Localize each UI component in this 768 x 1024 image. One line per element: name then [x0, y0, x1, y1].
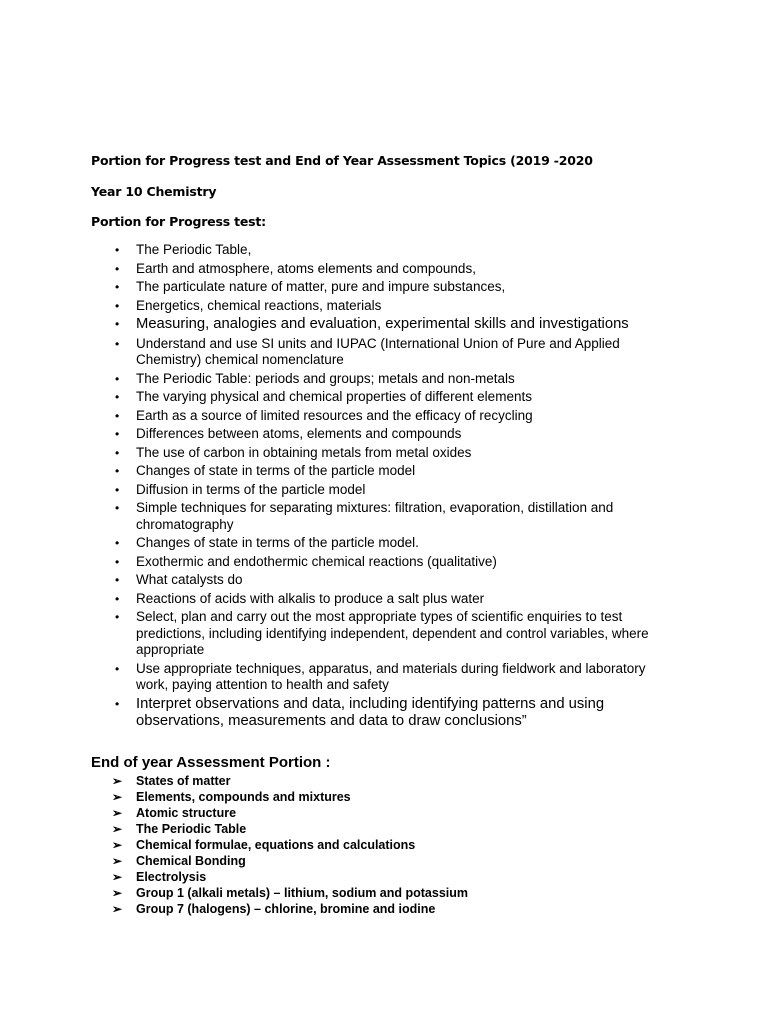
list-item — [0, 885, 468, 901]
list-item — [0, 821, 468, 837]
list-item — [0, 316, 768, 334]
list-item-text: Simple techniques for separating mixtures: filtration, evaporation, distillation and chromatography — [136, 500, 614, 532]
bullet-icon: • — [115, 696, 120, 711]
bullet-icon: • — [115, 591, 120, 606]
bullet-icon: • — [115, 408, 120, 423]
list-item — [0, 535, 768, 552]
list-item-text: The Periodic Table, — [136, 242, 252, 257]
bullet-icon: • — [115, 390, 120, 404]
list-item — [0, 500, 768, 533]
document-title: Portion for Progress test and End of Year Assessment Topics (2019 -2020 — [91, 153, 593, 168]
list-item-text: Use appropriate techniques, apparatus, and materials during fieldwork and laboratory work, paying attention to health and safety — [136, 660, 646, 692]
year-subject-heading: Year 10 Chemistry — [91, 184, 217, 199]
list-item — [0, 408, 768, 425]
progress-topics-list — [0, 242, 768, 733]
list-item-text: Select, plan and carry out the most appropriate types of scientific enquiries to test predictions, including identifying independent, dependent and control variables, where appropriate — [136, 609, 649, 657]
bullet-icon: • — [115, 317, 120, 331]
list-item-text: Changes of state in terms of the particle model. — [136, 535, 419, 550]
bullet-icon: • — [115, 464, 120, 478]
list-item-text: Measuring, analogies and evaluation, experimental skills and investigations — [136, 316, 629, 332]
list-item-text: Interpret observations and data, including identifying patterns and using observations, measurements and data to draw conclusions” — [136, 695, 605, 729]
arrow-bullet-icon: ➢ — [112, 774, 123, 788]
list-item-text: Exothermic and endothermic chemical reactions (qualitative) — [136, 553, 497, 569]
list-item-text: The use of carbon in obtaining metals from metal oxides — [136, 444, 472, 460]
list-item — [0, 901, 468, 917]
list-item — [0, 554, 768, 571]
list-item-text: Chemical formulae, equations and calculations — [136, 838, 416, 852]
list-item — [0, 869, 468, 885]
list-item-text: Differences between atoms, elements and compounds — [136, 426, 462, 441]
list-item — [0, 773, 468, 789]
bullet-icon: • — [115, 482, 120, 497]
arrow-bullet-icon: ➢ — [112, 902, 123, 916]
bullet-icon: • — [115, 536, 120, 550]
bullet-icon: • — [115, 371, 120, 386]
list-item-text: Changes of state in terms of the particle model — [136, 463, 416, 478]
list-item-text: Group 7 (halogens) – chlorine, bromine and iodine — [136, 902, 436, 916]
end-of-year-heading: End of year Assessment Portion : — [91, 754, 331, 771]
bullet-icon: • — [115, 501, 120, 515]
end-of-year-topics-list — [0, 773, 468, 917]
list-item — [0, 591, 768, 608]
list-item-text: Understand and use SI units and IUPAC (International Union of Pure and Applied Chemistry) chemical nomenclature — [136, 335, 620, 367]
list-item-text: Elements, compounds and mixtures — [136, 790, 351, 804]
bullet-icon: • — [115, 280, 120, 294]
bullet-icon: • — [115, 298, 120, 313]
bullet-icon: • — [115, 610, 120, 624]
list-item — [0, 445, 768, 462]
arrow-bullet-icon: ➢ — [112, 790, 123, 804]
list-item — [0, 426, 768, 443]
list-item-text: The varying physical and chemical properties of different elements — [136, 389, 532, 404]
list-item-text: Earth as a source of limited resources and the efficacy of recycling — [136, 407, 533, 423]
list-item-text: The particulate nature of matter, pure and impure substances, — [136, 279, 506, 294]
list-item-text: Earth and atmosphere, atoms elements and compounds, — [136, 260, 476, 276]
bullet-icon: • — [115, 261, 120, 276]
list-item-text: What catalysts do — [136, 572, 243, 587]
list-item — [0, 242, 768, 259]
list-item — [0, 482, 768, 499]
bullet-icon: • — [115, 554, 120, 569]
list-item-text: Diffusion in terms of the particle model — [136, 481, 366, 497]
arrow-bullet-icon: ➢ — [112, 886, 123, 900]
list-item — [0, 696, 768, 731]
list-item — [0, 279, 768, 296]
arrow-bullet-icon: ➢ — [112, 870, 123, 884]
list-item — [0, 389, 768, 406]
list-item-text: The Periodic Table — [136, 822, 247, 836]
list-item-text: Reactions of acids with alkalis to produce a salt plus water — [136, 590, 485, 606]
list-item — [0, 371, 768, 388]
progress-test-heading: Portion for Progress test: — [91, 214, 266, 229]
arrow-bullet-icon: ➢ — [112, 838, 123, 852]
list-item — [0, 298, 768, 315]
arrow-bullet-icon: ➢ — [112, 822, 123, 836]
list-item — [0, 463, 768, 480]
arrow-bullet-icon: ➢ — [112, 806, 123, 820]
list-item — [0, 336, 768, 369]
list-item-text: States of matter — [136, 774, 231, 788]
bullet-icon: • — [115, 243, 120, 257]
list-item-text: Electrolysis — [136, 870, 207, 884]
list-item-text: Chemical Bonding — [136, 854, 246, 868]
bullet-icon: • — [115, 445, 120, 460]
list-item — [0, 609, 768, 659]
list-item-text: The Periodic Table: periods and groups; metals and non-metals — [136, 370, 515, 386]
list-item — [0, 853, 468, 869]
list-item — [0, 261, 768, 278]
bullet-icon: • — [115, 336, 120, 351]
list-item-text: Group 1 (alkali metals) – lithium, sodium and potassium — [136, 886, 469, 900]
bullet-icon: • — [115, 661, 120, 676]
list-item-text: Atomic structure — [136, 806, 237, 820]
list-item — [0, 661, 768, 694]
list-item — [0, 789, 468, 805]
list-item — [0, 805, 468, 821]
arrow-bullet-icon: ➢ — [112, 854, 123, 868]
list-item — [0, 837, 468, 853]
bullet-icon: • — [115, 573, 120, 587]
list-item — [0, 572, 768, 589]
bullet-icon: • — [115, 427, 120, 441]
list-item-text: Energetics, chemical reactions, materials — [136, 297, 382, 313]
